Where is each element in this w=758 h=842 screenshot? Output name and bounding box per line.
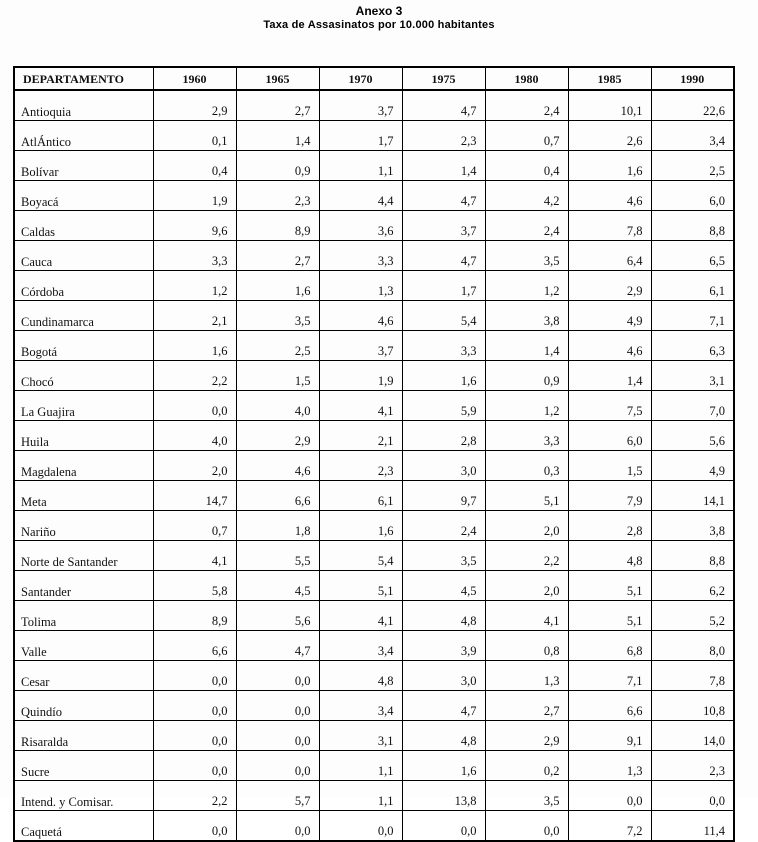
rate-value-cell: 5,1 [568, 571, 651, 601]
rate-value-cell: 4,4 [319, 181, 402, 211]
table-row [14, 331, 734, 361]
department-name-cell: Cundinamarca [14, 301, 153, 331]
rate-value-cell: 1,9 [153, 181, 236, 211]
rate-value-cell: 3,6 [319, 211, 402, 241]
rate-value-cell: 0,0 [568, 781, 651, 811]
rate-value-cell: 0,1 [153, 121, 236, 151]
table-row [14, 781, 734, 811]
department-name-cell: Magdalena [14, 451, 153, 481]
document-subtitle: Taxa de Assasinatos por 10.000 habitantes [263, 19, 495, 31]
rate-value-cell: 5,8 [153, 571, 236, 601]
rate-value-cell: 3,7 [402, 211, 485, 241]
rate-value-cell: 1,7 [402, 271, 485, 301]
rate-value-cell: 6,8 [568, 631, 651, 661]
column-header-year: 1985 [568, 67, 651, 90]
department-name-cell: Intend. y Comisar. [14, 781, 153, 811]
rate-value-cell: 8,0 [651, 631, 734, 661]
rate-value-cell: 0,4 [153, 151, 236, 181]
table-row [14, 361, 734, 391]
rate-value-cell: 2,2 [485, 541, 568, 571]
table-header-row [14, 67, 734, 90]
table-row [14, 481, 734, 511]
rate-value-cell: 0,4 [485, 151, 568, 181]
rate-value-cell: 1,1 [319, 151, 402, 181]
rate-value-cell: 7,2 [568, 811, 651, 842]
rate-value-cell: 10,8 [651, 691, 734, 721]
rate-value-cell: 13,8 [402, 781, 485, 811]
rate-value-cell: 4,7 [402, 181, 485, 211]
rate-value-cell: 3,0 [402, 661, 485, 691]
department-name-cell: Norte de Santander [14, 541, 153, 571]
rate-value-cell: 6,6 [568, 691, 651, 721]
rate-value-cell: 0,9 [236, 151, 319, 181]
rate-value-cell: 3,5 [485, 241, 568, 271]
rate-value-cell: 1,1 [319, 751, 402, 781]
rate-value-cell: 2,9 [236, 421, 319, 451]
rate-value-cell: 1,6 [153, 331, 236, 361]
rate-value-cell: 0,0 [402, 811, 485, 842]
rate-value-cell: 3,0 [402, 451, 485, 481]
rate-value-cell: 2,5 [651, 151, 734, 181]
rate-value-cell: 5,6 [236, 601, 319, 631]
table-row [14, 211, 734, 241]
rate-value-cell: 0,0 [153, 691, 236, 721]
rate-value-cell: 5,9 [402, 391, 485, 421]
rate-value-cell: 8,9 [236, 211, 319, 241]
rate-value-cell: 1,6 [236, 271, 319, 301]
rate-value-cell: 4,7 [402, 90, 485, 121]
department-name-cell: Nariño [14, 511, 153, 541]
rate-value-cell: 2,1 [153, 301, 236, 331]
rate-value-cell: 4,8 [319, 661, 402, 691]
rate-value-cell: 0,0 [153, 751, 236, 781]
table-row [14, 511, 734, 541]
column-header-year: 1965 [236, 67, 319, 90]
rate-value-cell: 3,8 [651, 511, 734, 541]
department-name-cell: Quindío [14, 691, 153, 721]
column-header-year: 1960 [153, 67, 236, 90]
rate-value-cell: 0,3 [485, 451, 568, 481]
rate-value-cell: 2,9 [485, 721, 568, 751]
rate-value-cell: 1,4 [236, 121, 319, 151]
homicide-rate-table [13, 66, 735, 842]
rate-value-cell: 1,5 [236, 361, 319, 391]
rate-value-cell: 2,7 [485, 691, 568, 721]
rate-value-cell: 6,1 [651, 271, 734, 301]
rate-value-cell: 0,0 [153, 721, 236, 751]
table-row [14, 301, 734, 331]
rate-value-cell: 4,1 [153, 541, 236, 571]
table-row [14, 571, 734, 601]
rate-value-cell: 10,1 [568, 90, 651, 121]
rate-value-cell: 4,6 [568, 331, 651, 361]
rate-value-cell: 1,6 [568, 151, 651, 181]
rate-value-cell: 3,7 [319, 90, 402, 121]
rate-value-cell: 7,8 [651, 661, 734, 691]
rate-value-cell: 1,9 [319, 361, 402, 391]
department-name-cell: Boyacá [14, 181, 153, 211]
rate-value-cell: 7,5 [568, 391, 651, 421]
rate-value-cell: 2,2 [153, 361, 236, 391]
rate-value-cell: 7,8 [568, 211, 651, 241]
rate-value-cell: 0,0 [236, 691, 319, 721]
rate-value-cell: 0,0 [153, 391, 236, 421]
rate-value-cell: 1,3 [485, 661, 568, 691]
rate-value-cell: 0,0 [236, 751, 319, 781]
rate-value-cell: 0,0 [236, 811, 319, 842]
table-row [14, 541, 734, 571]
department-name-cell: AtlÁntico [14, 121, 153, 151]
rate-value-cell: 6,1 [319, 481, 402, 511]
rate-value-cell: 1,6 [402, 751, 485, 781]
rate-value-cell: 4,1 [319, 601, 402, 631]
rate-value-cell: 1,2 [153, 271, 236, 301]
rate-value-cell: 0,0 [651, 781, 734, 811]
rate-value-cell: 2,0 [485, 511, 568, 541]
rate-value-cell: 2,3 [236, 181, 319, 211]
rate-value-cell: 6,0 [651, 181, 734, 211]
department-name-cell: La Guajira [14, 391, 153, 421]
rate-value-cell: 7,1 [568, 661, 651, 691]
rate-value-cell: 2,8 [568, 511, 651, 541]
rate-value-cell: 4,9 [568, 301, 651, 331]
rate-value-cell: 6,5 [651, 241, 734, 271]
rate-value-cell: 9,7 [402, 481, 485, 511]
rate-value-cell: 4,2 [485, 181, 568, 211]
rate-value-cell: 2,3 [402, 121, 485, 151]
rate-value-cell: 2,5 [236, 331, 319, 361]
table-row [14, 421, 734, 451]
rate-value-cell: 3,5 [236, 301, 319, 331]
rate-value-cell: 6,0 [568, 421, 651, 451]
table-row [14, 90, 734, 121]
rate-value-cell: 7,9 [568, 481, 651, 511]
rate-value-cell: 3,4 [319, 631, 402, 661]
rate-value-cell: 1,3 [319, 271, 402, 301]
rate-value-cell: 6,2 [651, 571, 734, 601]
rate-value-cell: 1,2 [485, 271, 568, 301]
rate-value-cell: 2,1 [319, 421, 402, 451]
rate-value-cell: 2,3 [319, 451, 402, 481]
table-row [14, 451, 734, 481]
rate-value-cell: 1,5 [568, 451, 651, 481]
rate-value-cell: 4,0 [236, 391, 319, 421]
rate-value-cell: 3,3 [402, 331, 485, 361]
rate-value-cell: 2,0 [153, 451, 236, 481]
rate-value-cell: 5,6 [651, 421, 734, 451]
column-header-departamento: DEPARTAMENTO [14, 67, 153, 90]
table-row [14, 691, 734, 721]
department-name-cell: Meta [14, 481, 153, 511]
rate-value-cell: 3,1 [651, 361, 734, 391]
title-block [0, 4, 758, 32]
table-body [14, 90, 734, 841]
rate-value-cell: 5,4 [402, 301, 485, 331]
table-row [14, 601, 734, 631]
rate-value-cell: 8,8 [651, 211, 734, 241]
rate-value-cell: 1,7 [319, 121, 402, 151]
rate-value-cell: 1,6 [319, 511, 402, 541]
rate-value-cell: 2,7 [236, 90, 319, 121]
department-name-cell: Sucre [14, 751, 153, 781]
rate-value-cell: 4,1 [319, 391, 402, 421]
rate-value-cell: 3,3 [485, 421, 568, 451]
table-row [14, 121, 734, 151]
rate-value-cell: 0,0 [236, 661, 319, 691]
rate-value-cell: 2,2 [153, 781, 236, 811]
rate-value-cell: 3,7 [319, 331, 402, 361]
rate-value-cell: 4,5 [402, 571, 485, 601]
rate-value-cell: 0,7 [153, 511, 236, 541]
rate-value-cell: 8,8 [651, 541, 734, 571]
rate-value-cell: 22,6 [651, 90, 734, 121]
rate-value-cell: 0,0 [485, 811, 568, 842]
rate-value-cell: 5,5 [236, 541, 319, 571]
rate-value-cell: 1,4 [568, 361, 651, 391]
rate-value-cell: 14,0 [651, 721, 734, 751]
rate-value-cell: 4,7 [402, 691, 485, 721]
rate-value-cell: 2,4 [485, 211, 568, 241]
rate-value-cell: 3,4 [651, 121, 734, 151]
rate-value-cell: 6,6 [153, 631, 236, 661]
column-header-year: 1970 [319, 67, 402, 90]
rate-value-cell: 1,2 [485, 391, 568, 421]
department-name-cell: Caldas [14, 211, 153, 241]
department-name-cell: Bolívar [14, 151, 153, 181]
rate-value-cell: 4,1 [485, 601, 568, 631]
rate-value-cell: 9,1 [568, 721, 651, 751]
rate-value-cell: 2,3 [651, 751, 734, 781]
rate-value-cell: 3,9 [402, 631, 485, 661]
rate-value-cell: 5,1 [485, 481, 568, 511]
document-title: Anexo 3 [355, 4, 403, 18]
column-header-year: 1990 [651, 67, 734, 90]
rate-value-cell: 2,4 [402, 511, 485, 541]
department-name-cell: Bogotá [14, 331, 153, 361]
rate-value-cell: 11,4 [651, 811, 734, 842]
rate-value-cell: 4,8 [402, 721, 485, 751]
rate-value-cell: 1,6 [402, 361, 485, 391]
rate-value-cell: 4,7 [402, 241, 485, 271]
department-name-cell: Caquetá [14, 811, 153, 842]
rate-value-cell: 2,6 [568, 121, 651, 151]
rate-value-cell: 0,9 [485, 361, 568, 391]
rate-value-cell: 0,7 [485, 121, 568, 151]
rate-value-cell: 2,0 [485, 571, 568, 601]
rate-value-cell: 0,8 [485, 631, 568, 661]
table-row [14, 151, 734, 181]
rate-value-cell: 0,2 [485, 751, 568, 781]
department-name-cell: Cauca [14, 241, 153, 271]
rate-value-cell: 4,6 [568, 181, 651, 211]
rate-value-cell: 1,3 [568, 751, 651, 781]
rate-value-cell: 1,4 [485, 331, 568, 361]
rate-value-cell: 3,1 [319, 721, 402, 751]
rate-value-cell: 0,0 [153, 811, 236, 842]
department-name-cell: Valle [14, 631, 153, 661]
department-name-cell: Cesar [14, 661, 153, 691]
department-name-cell: Tolima [14, 601, 153, 631]
rate-value-cell: 4,7 [236, 631, 319, 661]
rate-value-cell: 4,0 [153, 421, 236, 451]
rate-value-cell: 3,3 [153, 241, 236, 271]
rate-value-cell: 0,0 [236, 721, 319, 751]
rate-value-cell: 4,9 [651, 451, 734, 481]
table-row [14, 661, 734, 691]
table-row [14, 391, 734, 421]
department-name-cell: Risaralda [14, 721, 153, 751]
rate-value-cell: 3,3 [319, 241, 402, 271]
table-row [14, 631, 734, 661]
rate-value-cell: 4,5 [236, 571, 319, 601]
column-header-year: 1980 [485, 67, 568, 90]
rate-value-cell: 6,6 [236, 481, 319, 511]
rate-value-cell: 0,0 [319, 811, 402, 842]
department-name-cell: Santander [14, 571, 153, 601]
table-row [14, 811, 734, 842]
rate-value-cell: 9,6 [153, 211, 236, 241]
table-row [14, 751, 734, 781]
department-name-cell: Antioquia [14, 90, 153, 121]
rate-value-cell: 3,5 [402, 541, 485, 571]
rate-value-cell: 1,4 [402, 151, 485, 181]
rate-value-cell: 4,6 [319, 301, 402, 331]
rate-value-cell: 6,4 [568, 241, 651, 271]
rate-value-cell: 2,9 [153, 90, 236, 121]
rate-value-cell: 8,9 [153, 601, 236, 631]
rate-value-cell: 14,7 [153, 481, 236, 511]
rate-value-cell: 14,1 [651, 481, 734, 511]
rate-value-cell: 5,2 [651, 601, 734, 631]
rate-value-cell: 5,4 [319, 541, 402, 571]
department-name-cell: Córdoba [14, 271, 153, 301]
rate-value-cell: 0,0 [153, 661, 236, 691]
table-row [14, 181, 734, 211]
rate-value-cell: 7,1 [651, 301, 734, 331]
rate-value-cell: 3,4 [319, 691, 402, 721]
rate-value-cell: 3,5 [485, 781, 568, 811]
table-row [14, 241, 734, 271]
rate-value-cell: 4,8 [402, 601, 485, 631]
rate-value-cell: 2,9 [568, 271, 651, 301]
table-row [14, 721, 734, 751]
rate-value-cell: 2,7 [236, 241, 319, 271]
department-name-cell: Chocó [14, 361, 153, 391]
rate-value-cell: 3,8 [485, 301, 568, 331]
rate-value-cell: 4,6 [236, 451, 319, 481]
rate-value-cell: 1,1 [319, 781, 402, 811]
rate-value-cell: 2,8 [402, 421, 485, 451]
rate-value-cell: 5,1 [319, 571, 402, 601]
department-name-cell: Huila [14, 421, 153, 451]
rate-value-cell: 6,3 [651, 331, 734, 361]
table-row [14, 271, 734, 301]
rate-value-cell: 4,8 [568, 541, 651, 571]
rate-value-cell: 7,0 [651, 391, 734, 421]
rate-value-cell: 5,1 [568, 601, 651, 631]
rate-value-cell: 1,8 [236, 511, 319, 541]
rate-value-cell: 2,4 [485, 90, 568, 121]
rate-value-cell: 5,7 [236, 781, 319, 811]
column-header-year: 1975 [402, 67, 485, 90]
